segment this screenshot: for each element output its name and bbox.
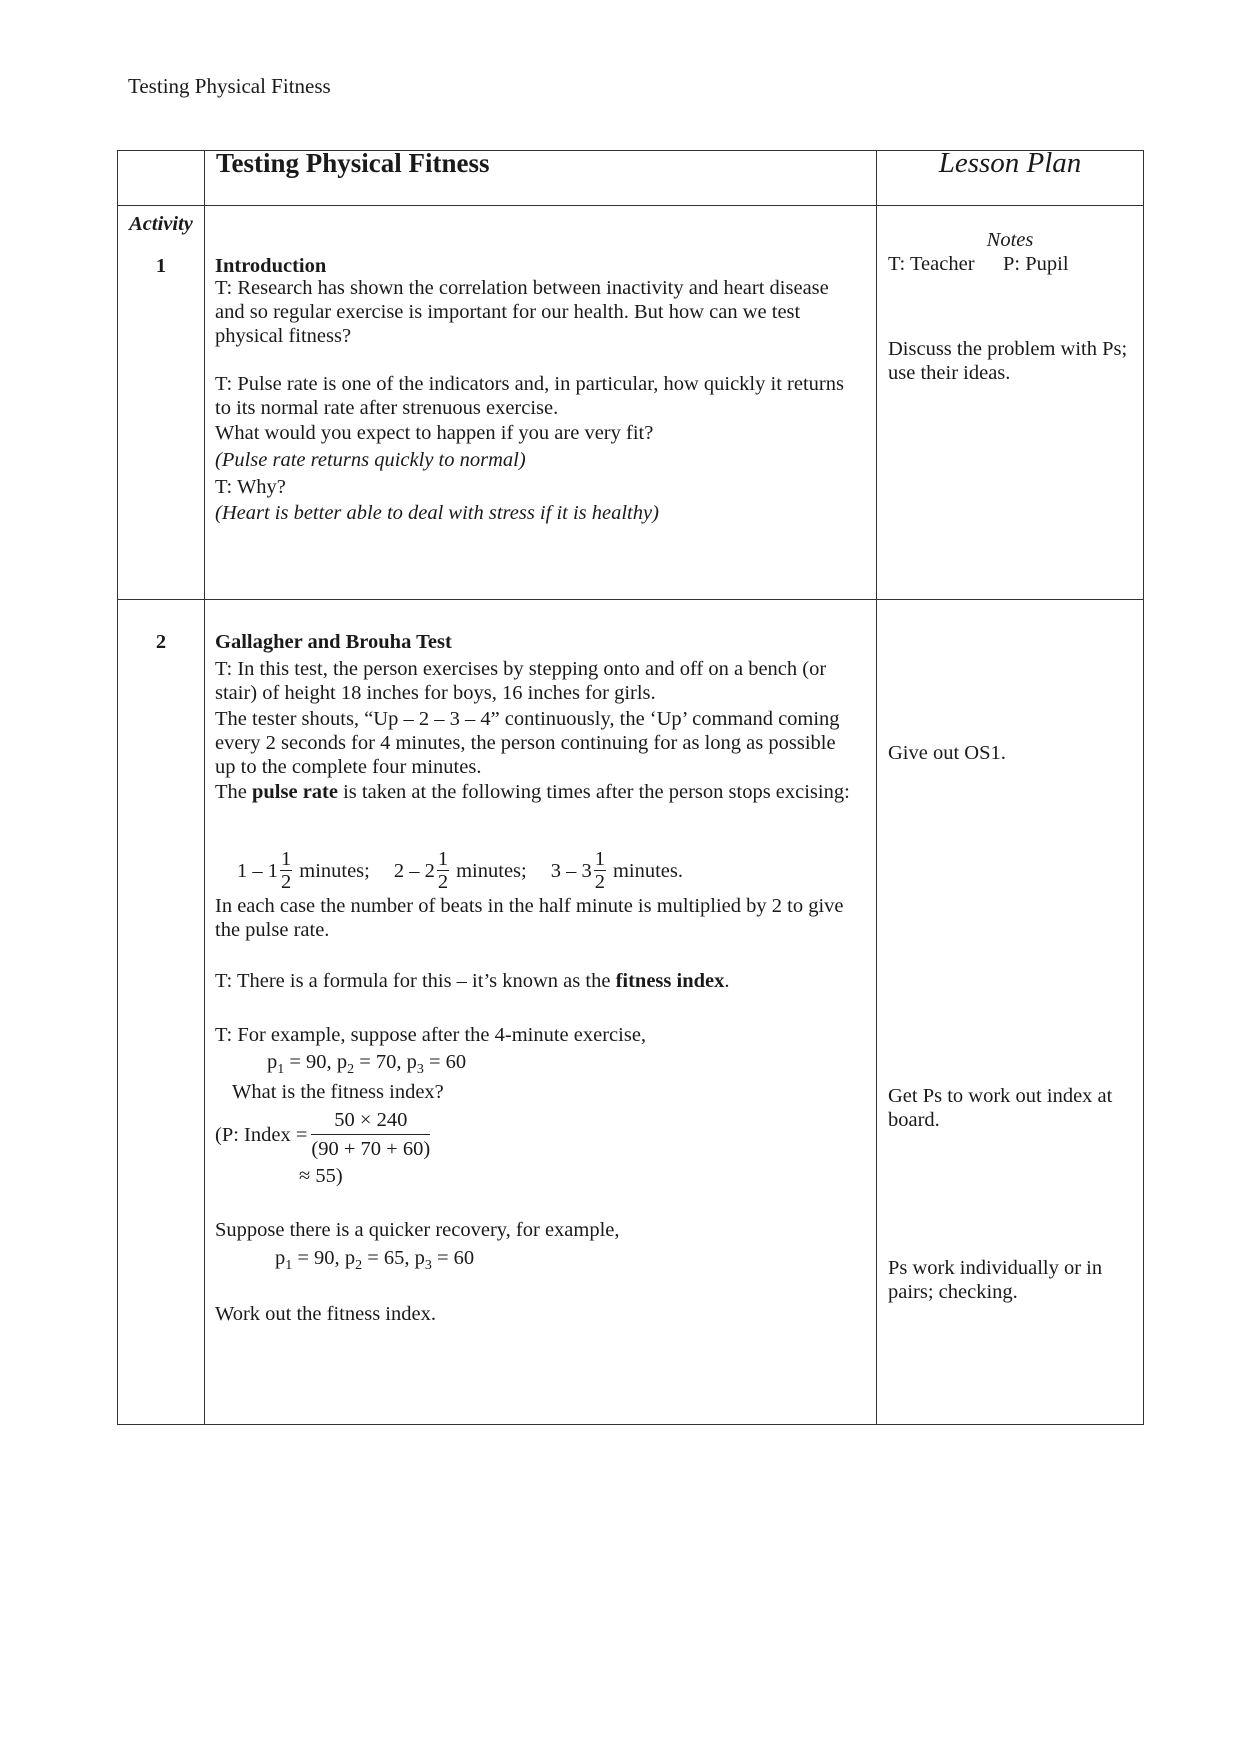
running-head: Testing Physical Fitness [128, 74, 331, 98]
p2-subscript: 2 [355, 1258, 363, 1274]
p1-symbol: p [267, 1051, 278, 1073]
fraction-denominator: 2 [437, 871, 449, 893]
formula-result: ≈ 55) [299, 1165, 343, 1187]
example-1-values [267, 1050, 466, 1082]
intro-heading: Introduction [215, 255, 327, 277]
p3-value: = 60 [431, 1247, 475, 1269]
times-line [237, 848, 683, 893]
p1-subscript: 1 [285, 1258, 293, 1274]
activity-content-1 [205, 206, 877, 600]
p3-value: = 60 [423, 1051, 467, 1073]
fraction-numerator: 1 [594, 848, 605, 870]
formula-numerator: 50 × 240 [311, 1106, 430, 1135]
intro-paragraph-2: T: Pulse rate is one of the indicators and, in particular, how quickly it returns to its normal rate after strenuous exercise. [215, 373, 844, 419]
p3-symbol: p [414, 1247, 425, 1269]
time-2-start: 2 – 2 [393, 859, 435, 882]
note-teacher: T: Teacher [888, 253, 975, 275]
half-fraction-3 [594, 848, 606, 893]
p2-symbol: p [344, 1247, 356, 1269]
intro-paragraph-1: T: Research has shown the correlation between inactivity and heart disease and so regular exercise is important for our health. But how can we test physical fitness? [215, 277, 829, 347]
p1-symbol: p [275, 1247, 286, 1269]
activity-number-1: 1 [155, 255, 167, 277]
notes-title: Notes [986, 229, 1034, 251]
test-paragraph-3 [215, 780, 855, 804]
note-pupil: P: Pupil [1003, 253, 1069, 275]
p3-subscript: 3 [416, 1062, 424, 1078]
p1-subscript: 1 [277, 1062, 285, 1078]
test-paragraph-7: Suppose there is a quicker recovery, for example, [215, 1219, 620, 1241]
activity-label: Activity [129, 213, 193, 235]
test-paragraph-6: T: For example, suppose after the 4-minute exercise, [215, 1024, 647, 1046]
fraction-denominator: 2 [281, 871, 292, 893]
index-text-pre: T: There is a formula for this – it’s known as the [215, 970, 616, 992]
document-type: Lesson Plan [877, 151, 1144, 206]
half-fraction-2 [437, 848, 449, 893]
intro-answer-1: (Pulse rate returns quickly to normal) [215, 449, 526, 471]
formula-prefix: (P: Index = [215, 1123, 308, 1146]
half-fraction-1 [280, 848, 292, 893]
time-3-unit: minutes. [612, 859, 684, 882]
fraction-denominator: 2 [594, 871, 605, 893]
document-title: Testing Physical Fitness [205, 151, 877, 206]
notes-cell-2 [877, 600, 1144, 1425]
p1-value: = 90, [292, 1247, 345, 1269]
header-row [118, 151, 1144, 206]
pulse-rate-term: pulse rate [252, 781, 338, 803]
index-formula [215, 1106, 432, 1163]
test-heading: Gallagher and Brouha Test [215, 631, 452, 653]
p1-value: = 90, [284, 1051, 337, 1073]
pulse-text-post: is taken at the following times after the person stops excising: [337, 781, 850, 803]
note-board: Get Ps to work out index at board. [888, 1085, 1113, 1131]
index-text-post: . [724, 970, 730, 992]
p2-value: = 65, [362, 1247, 415, 1269]
activity-number-2: 2 [155, 631, 167, 653]
note-discuss: Discuss the problem with Ps; use their ideas. [888, 338, 1128, 384]
activity-row-1 [118, 206, 1144, 600]
header-blank-cell [118, 151, 205, 206]
note-pairs: Ps work individually or in pairs; checking. [888, 1257, 1103, 1303]
pulse-text-pre: The [215, 781, 252, 803]
time-1-start: 1 – 1 [237, 859, 278, 882]
activity-cell-1 [118, 206, 205, 600]
intro-answer-2: (Heart is better able to deal with stress if it is healthy) [215, 502, 659, 524]
intro-question: What would you expect to happen if you are very fit? [215, 422, 654, 444]
activity-content-2 [205, 600, 877, 1425]
note-os1: Give out OS1. [888, 742, 1006, 764]
test-paragraph-8: Work out the fitness index. [215, 1303, 436, 1325]
notes-cell-1 [877, 206, 1144, 600]
p3-symbol: p [406, 1051, 417, 1073]
example-2-values [275, 1246, 474, 1278]
formula-fraction [311, 1106, 430, 1163]
p3-subscript: 3 [424, 1258, 432, 1274]
time-1-unit: minutes; [299, 859, 370, 882]
intro-why: T: Why? [215, 476, 286, 498]
p2-subscript: 2 [347, 1062, 355, 1078]
p2-symbol: p [336, 1051, 348, 1073]
test-paragraph-1: T: In this test, the person exercises by stepping onto and off on a bench (or stair) of height 18 inches for boys, 16 inches for girls. [215, 658, 827, 704]
time-2-unit: minutes; [456, 859, 527, 882]
example-question: What is the fitness index? [232, 1081, 444, 1103]
activity-cell-2 [118, 600, 205, 1425]
fraction-numerator: 1 [437, 848, 449, 870]
time-3-start: 3 – 3 [550, 859, 592, 882]
test-paragraph-5 [215, 969, 855, 993]
activity-row-2 [118, 600, 1144, 1425]
lesson-plan-table [117, 147, 1144, 1425]
test-paragraph-2: The tester shouts, “Up – 2 – 3 – 4” continuously, the ‘Up’ command coming every 2 seconds for 4 minutes, the person continuing for as long as possible up to the complete four minutes. [215, 708, 840, 778]
fraction-numerator: 1 [281, 848, 292, 870]
p2-value: = 70, [354, 1051, 407, 1073]
formula-denominator: (90 + 70 + 60) [311, 1138, 431, 1160]
fitness-index-term: fitness index [615, 970, 725, 992]
test-paragraph-4: In each case the number of beats in the half minute is multiplied by 2 to give the pulse rate. [215, 895, 844, 941]
